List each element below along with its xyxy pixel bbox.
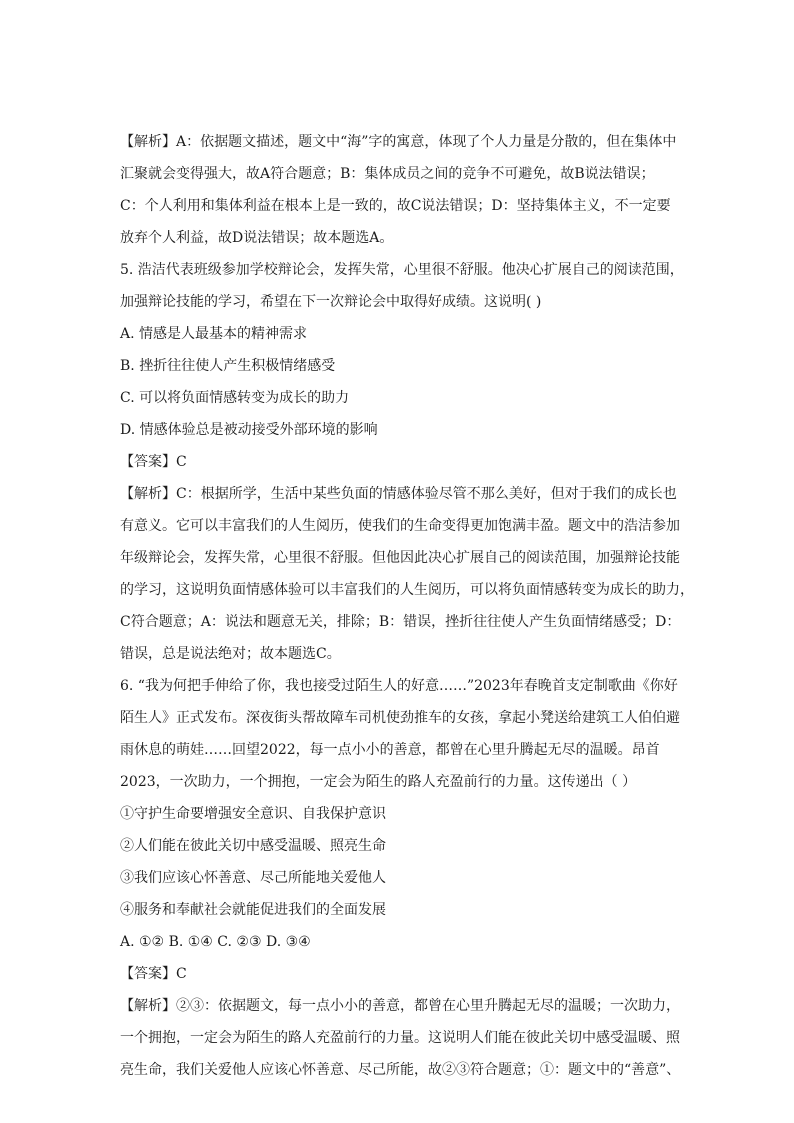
question-5-option-a: A. 情感是人最基本的精神需求 xyxy=(120,326,308,342)
question-5-stem-line-2: 加强辩论技能的学习，希望在下一次辩论会中取得好成绩。这说明( ) xyxy=(120,294,542,310)
document-body xyxy=(120,126,694,1086)
question-6-stem-line-1: 6. “我为何把手伸给了你，我也接受过陌生人的好意……”2023年春晚首支定制歌曲《你好 xyxy=(120,678,678,694)
analysis-6-line-3: 亮生命，我们关爱他人应该心怀善意、尽己所能，故②③符合题意；①：题文中的“善意”、 xyxy=(120,1062,681,1078)
analysis-4-line-2: 汇聚就会变得强大，故A符合题意；B：集体成员之间的竞争不可避免，故B说法错误； xyxy=(120,166,655,182)
analysis-5-line-3: 年级辩论会，发挥失常，心里很不舒服。但他因此决心扩展自己的阅读范围，加强辩论技能 xyxy=(120,550,680,566)
analysis-5-line-6: 错误，总是说法绝对；故本题选C。 xyxy=(120,646,341,662)
analysis-4-line-3: C：个人利用和集体利益在根本上是一致的，故C说法错误；D：坚持集体主义，不一定要 xyxy=(120,198,671,214)
question-5-option-d: D. 情感体验总是被动接受外部环境的影响 xyxy=(120,422,378,438)
analysis-5-line-2: 有意义。它可以丰富我们的人生阅历，使我们的生命变得更加饱满丰盈。题文中的浩洁参加 xyxy=(120,518,680,534)
analysis-6-line-2: 一个拥抱，一定会为陌生的路人充盈前行的力量。这说明人们能在彼此关切中感受温暖、照 xyxy=(120,1030,680,1046)
question-5-answer: 【答案】C xyxy=(120,454,187,470)
analysis-4-line-1: 【解析】A：依据题文描述，题文中“海”字的寓意，体现了个人力量是分散的，但在集体中 xyxy=(120,134,677,150)
question-6-answer: 【答案】C xyxy=(120,966,187,982)
question-6-stem-line-4: 2023，一次助力，一个拥抱，一定会为陌生的路人充盈前行的力量。这传递出（ ） xyxy=(120,774,637,790)
question-6-statement-4: ④服务和奉献社会就能促进我们的全面发展 xyxy=(120,902,386,918)
analysis-5-line-4: 的学习，这说明负面情感体验可以丰富我们的人生阅历，可以将负面情感转变为成长的助力， xyxy=(120,582,694,598)
question-5-option-c: C. 可以将负面情感转变为成长的助力 xyxy=(120,390,350,406)
analysis-5-line-1: 【解析】C：根据所学，生活中某些负面的情感体验尽管不那么美好，但对于我们的成长也 xyxy=(120,486,677,502)
question-6-statement-1: ①守护生命要增强安全意识、自我保护意识 xyxy=(120,806,386,822)
analysis-5-line-5: C符合题意；A：说法和题意无关，排除；B：错误，挫折往往使人产生负面情绪感受；D： xyxy=(120,614,681,630)
question-5-stem-line-1: 5. 浩洁代表班级参加学校辩论会，发挥失常，心里很不舒服。他决心扩展自己的阅读范围， xyxy=(120,262,684,278)
question-6-statement-3: ③我们应该心怀善意、尽己所能地关爱他人 xyxy=(120,870,386,886)
question-6-statement-2: ②人们能在彼此关切中感受温暖、照亮生命 xyxy=(120,838,386,854)
question-5-option-b: B. 挫折往往使人产生积极情绪感受 xyxy=(120,358,336,374)
analysis-4-line-4: 放弃个人利益，故D说法错误；故本题选A。 xyxy=(120,230,394,246)
question-6-options: A. ①② B. ①④ C. ②③ D. ③④ xyxy=(120,934,311,950)
question-6-stem-line-2: 陌生人》正式发布。深夜街头帮故障车司机使劲推车的女孩，拿起小凳送给建筑工人伯伯避 xyxy=(120,710,680,726)
question-6-stem-line-3: 雨休息的萌娃……回望2022，每一点小小的善意，都曾在心里升腾起无尽的温暖。昂首 xyxy=(120,742,660,758)
analysis-6-line-1: 【解析】②③：依据题文，每一点小小的善意，都曾在心里升腾起无尽的温暖；一次助力， xyxy=(120,998,680,1014)
